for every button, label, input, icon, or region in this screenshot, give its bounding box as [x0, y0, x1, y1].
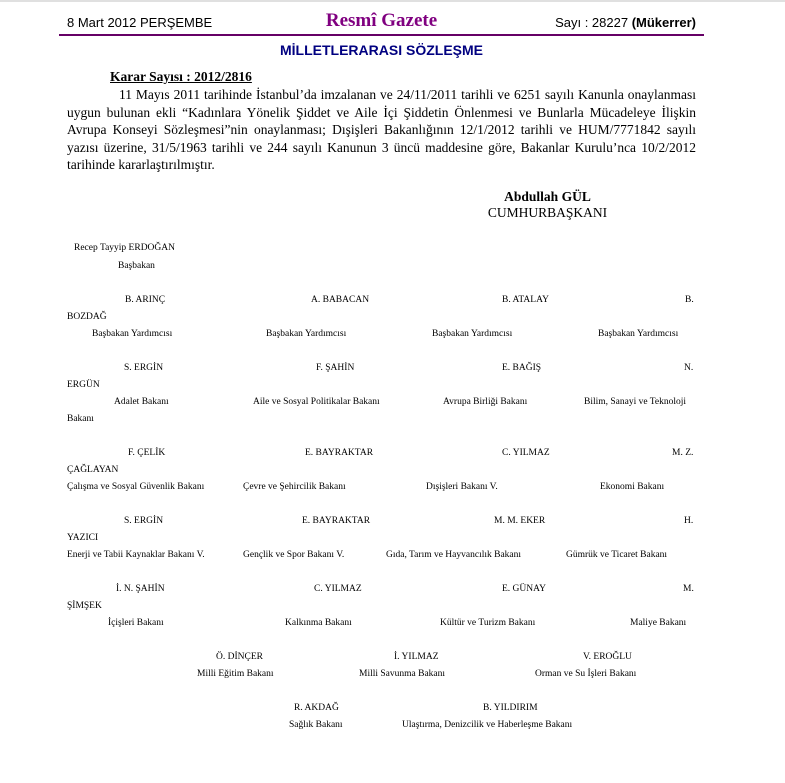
gazette-title: Resmî Gazete [325, 10, 438, 31]
signatory-role: Orman ve Su İşleri Bakanı [535, 669, 637, 679]
signatory-role: Ekonomi Bakanı [600, 482, 665, 492]
signatory-name: B. [685, 295, 694, 305]
signatory-name: S. ERGİN [124, 363, 164, 373]
signatory-role: Milli Savunma Bakanı [359, 669, 446, 679]
signatory-name: A. BABACAN [311, 295, 370, 305]
pm-name: Recep Tayyip ERDOĞAN [74, 243, 176, 253]
signatory-role: Başbakan Yardımcısı [92, 329, 173, 339]
signatory-name: M. Z. [672, 448, 694, 458]
signatory-name: F. ÇELİK [128, 448, 166, 458]
signatory-name: C. YILMAZ [314, 584, 362, 594]
signatory-role: Çalışma ve Sosyal Güvenlik Bakanı [67, 482, 205, 492]
signatory-role: Avrupa Birliği Bakanı [443, 397, 528, 407]
signatory-name: F. ŞAHİN [316, 363, 355, 373]
signatory-name: R. AKDAĞ [294, 703, 339, 713]
signatory-role: Enerji ve Tabii Kaynaklar Bakanı V. [67, 550, 205, 560]
signatory-name: İ. YILMAZ [394, 652, 439, 662]
signatory-name-wrap: ERGÜN [67, 380, 100, 390]
signatory-role: Dışişleri Bakanı V. [426, 482, 498, 492]
signatory-role: Başbakan Yardımcısı [266, 329, 347, 339]
signatory-name: M. M. EKER [494, 516, 546, 526]
signatory-name: N. [684, 363, 694, 373]
top-border [0, 0, 785, 2]
signatory-role: Kalkınma Bakanı [285, 618, 352, 628]
signatory-role: Gençlik ve Spor Bakanı V. [243, 550, 345, 560]
signatory-role: Kültür ve Turizm Bakanı [440, 618, 536, 628]
signatory-role: Aile ve Sosyal Politikalar Bakanı [253, 397, 380, 407]
signatory-role: Başbakan Yardımcısı [598, 329, 679, 339]
signatory-role: Ulaştırma, Denizcilik ve Haberleşme Bakanı [402, 720, 573, 730]
issue-number [555, 15, 696, 30]
signatory-name-wrap: ŞİMŞEK [67, 601, 102, 611]
signatory-name: C. YILMAZ [502, 448, 550, 458]
decision-number: Karar Sayısı : 2012/2816 [110, 69, 252, 84]
signatory-name: İ. N. ŞAHİN [116, 584, 165, 594]
signatory-role: Adalet Bakanı [114, 397, 169, 407]
signatory-name: E. GÜNAY [502, 584, 546, 594]
president-signature [470, 189, 625, 221]
signatory-name-wrap: YAZICI [67, 533, 99, 543]
president-name: Abdullah GÜL [504, 189, 591, 204]
section-title: MİLLETLERARASI SÖZLEŞME [280, 42, 483, 58]
signatory-name: S. ERGİN [124, 516, 164, 526]
signatory-role: Milli Eğitim Bakanı [197, 669, 274, 679]
issue-number-value: Sayı : 28227 [555, 15, 629, 30]
signatory-role: Gıda, Tarım ve Hayvancılık Bakanı [386, 550, 522, 560]
signatory-role: Bilim, Sanayi ve Teknoloji [584, 397, 687, 407]
signatory-name-wrap: BOZDAĞ [67, 312, 107, 322]
signatory-role: İçişleri Bakanı [108, 618, 164, 628]
signatory-name: B. ARINÇ [125, 295, 166, 305]
issue-repeat-label: (Mükerrer) [631, 15, 696, 30]
signatory-role: Sağlık Bakanı [289, 720, 343, 730]
signatory-role: Gümrük ve Ticaret Bakanı [566, 550, 668, 560]
decision-text: 11 Mayıs 2011 tarihinde İstanbul’da imzalanan ve 24/11/2011 tarihli ve 6251 sayılı Kanunla onaylanması uygun bulunan ekli “Kadınlara Yönelik Şiddet ve Aile İçi Şiddetin Önlenmesi ve Bunlarla Mücadeleye İlişkin Avrupa Konseyi Sözleşmesi”nin onaylanması; Dışişleri Bakanlığının 12/1/2012 tarihli ve HUM/7771842 sayılı yazısı üzerine, 31/5/1963 tarihli ve 244 sayılı Kanunun 3 üncü maddesine göre, Bakanlar Kurulu’nca 10/2/2012 tarihinde kararlaştırılmıştır. [67, 87, 696, 172]
signatory-name: V. EROĞLU [583, 652, 632, 662]
signatory-name: B. YILDIRIM [483, 703, 538, 713]
gazette-header [59, 10, 704, 36]
signatory-name: E. BAĞIŞ [502, 363, 542, 373]
signatory-role: Maliye Bakanı [630, 618, 687, 628]
president-title: CUMHURBAŞKANI [487, 205, 608, 220]
signatory-name-wrap: ÇAĞLAYAN [67, 465, 119, 475]
pm-role: Başbakan [118, 261, 155, 271]
signatory-name: Ö. DİNÇER [216, 652, 263, 662]
signatory-role-wrap: Bakanı [67, 414, 94, 424]
signatory-role: Çevre ve Şehircilik Bakanı [243, 482, 346, 492]
issue-date: 8 Mart 2012 PERŞEMBE [67, 15, 213, 30]
signatory-name: H. [684, 516, 694, 526]
signatory-name: E. BAYRAKTAR [302, 516, 371, 526]
signatory-name: B. ATALAY [502, 295, 549, 305]
signatory-name: E. BAYRAKTAR [305, 448, 374, 458]
signatory-name: M. [683, 584, 694, 594]
signatory-role: Başbakan Yardımcısı [432, 329, 513, 339]
